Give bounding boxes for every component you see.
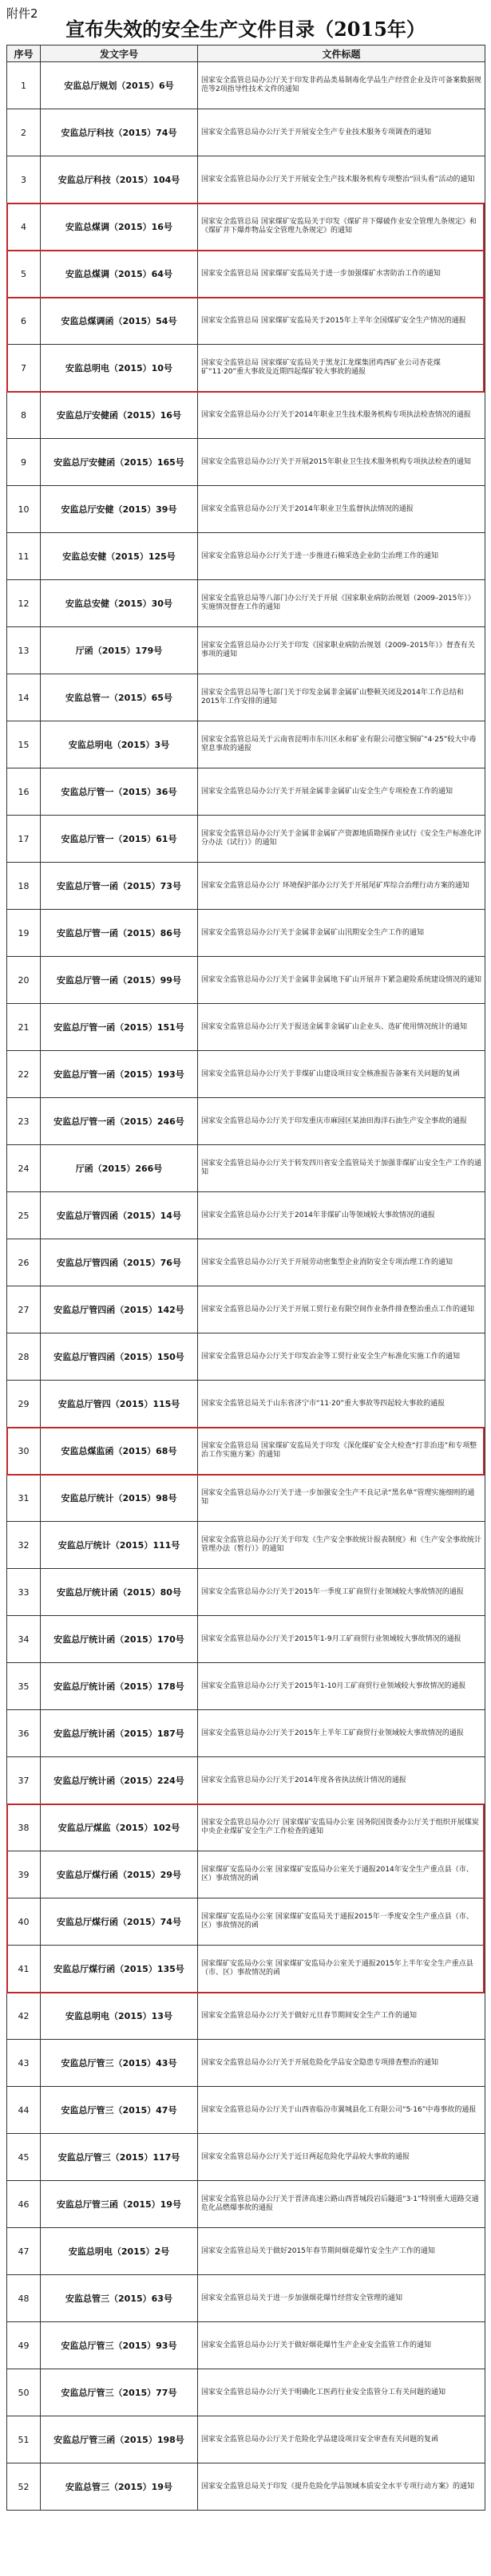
cell-seq: 34 xyxy=(7,1616,41,1663)
table-row xyxy=(7,1145,485,1192)
cell-doc-no: 安监总厅管一函（2015）73号 xyxy=(41,863,198,910)
table-row xyxy=(7,1004,485,1051)
cell-title: 国家安全监管总局办公厅关于开展劳动密集型企业消防安全专项治理工作的通知 xyxy=(198,1239,485,1286)
cell-title: 国家安全监管总局 国家煤矿安监局关于印发《深化煤矿安全大检查“打非治违”和专项整治工作实施方案》的通知 xyxy=(198,1428,485,1475)
cell-title: 国家安全监管总局关于山东省济宁市“11·20”重大事故等四起较大事故的通报 xyxy=(198,1381,485,1428)
cell-doc-no: 安监总煤调函（2015）54号 xyxy=(41,298,198,345)
cell-seq: 23 xyxy=(7,1098,41,1145)
table-row xyxy=(7,109,485,156)
cell-title: 国家安全监管总局关于进一步加强烟花爆竹经营安全管理的通知 xyxy=(198,2275,485,2322)
cell-seq: 11 xyxy=(7,533,41,580)
table-row xyxy=(7,1098,485,1145)
cell-doc-no: 安监总厅煤行函（2015）74号 xyxy=(41,1898,198,1946)
cell-title: 国家安全监管总局办公厅关于2014年职业卫生监督执法情况的通报 xyxy=(198,486,485,533)
cell-seq: 43 xyxy=(7,2040,41,2087)
cell-title: 国家安全监管总局办公厅关于2014年非煤矿山等领域较大事故情况的通报 xyxy=(198,1192,485,1239)
table-row xyxy=(7,1898,485,1946)
cell-title: 国家安全监管总局办公厅关于印发《生产安全事故统计报表制度》和《生产安全事故统计管理办法（暂行）》的通知 xyxy=(198,1522,485,1569)
document-table xyxy=(6,45,485,2511)
cell-seq: 8 xyxy=(7,392,41,439)
cell-doc-no: 安监总管一（2015）65号 xyxy=(41,674,198,721)
table-row xyxy=(7,1663,485,1710)
cell-doc-no: 安监总管三（2015）19号 xyxy=(41,2463,198,2511)
table-row xyxy=(7,62,485,109)
cell-seq: 15 xyxy=(7,721,41,768)
cell-doc-no: 安监总厅安健函（2015）165号 xyxy=(41,439,198,486)
cell-seq: 22 xyxy=(7,1051,41,1098)
cell-seq: 50 xyxy=(7,2369,41,2416)
table-row xyxy=(7,2181,485,2228)
header-doc-no: 发文字号 xyxy=(41,45,198,62)
cell-title: 国家安全监管总局关于云南省昆明市东川区永和矿业有限公司德宝铜矿“4·25”较大中毒窒息事故的通报 xyxy=(198,721,485,768)
cell-doc-no: 安监总厅管一（2015）36号 xyxy=(41,768,198,816)
table-header xyxy=(7,45,485,62)
cell-title: 国家安全监管总局办公厅关于开展安全生产专业技术服务专项调查的通知 xyxy=(198,109,485,156)
table-row xyxy=(7,1569,485,1616)
table-row xyxy=(7,1475,485,1522)
cell-seq: 2 xyxy=(7,109,41,156)
table-row xyxy=(7,1616,485,1663)
table-row xyxy=(7,2134,485,2181)
cell-doc-no: 安监总厅管一函（2015）86号 xyxy=(41,910,198,957)
table-row xyxy=(7,345,485,392)
table-row xyxy=(7,1333,485,1381)
cell-title: 国家安全监管总局办公厅关于危险化学品建设项目安全审查有关问题的复函 xyxy=(198,2416,485,2463)
cell-seq: 12 xyxy=(7,580,41,627)
cell-title: 国家安全监管总局办公厅关于开展金属非金属矿山安全生产专项检查工作的通知 xyxy=(198,768,485,816)
cell-seq: 28 xyxy=(7,1333,41,1381)
cell-doc-no: 安监总厅管三函（2015）19号 xyxy=(41,2181,198,2228)
cell-doc-no: 安监总管三（2015）63号 xyxy=(41,2275,198,2322)
cell-seq: 37 xyxy=(7,1757,41,1804)
cell-seq: 27 xyxy=(7,1286,41,1333)
cell-doc-no: 安监总厅科技（2015）74号 xyxy=(41,109,198,156)
cell-doc-no: 厅函（2015）266号 xyxy=(41,1145,198,1192)
cell-doc-no: 安监总厅管四函（2015）150号 xyxy=(41,1333,198,1381)
cell-seq: 10 xyxy=(7,486,41,533)
cell-doc-no: 安监总厅统计（2015）111号 xyxy=(41,1522,198,1569)
header-title: 文件标题 xyxy=(198,45,485,62)
cell-title: 国家安全监管总局办公厅关于印发重庆市麻园区某油田海洋石油生产安全事故的通报 xyxy=(198,1098,485,1145)
cell-doc-no: 安监总煤调（2015）64号 xyxy=(41,251,198,298)
cell-title: 国家安全监管总局办公厅关于开展工贸行业有限空间作业条件排查整治重点工作的通知 xyxy=(198,1286,485,1333)
cell-doc-no: 安监总煤监函（2015）68号 xyxy=(41,1428,198,1475)
cell-title: 国家安全监管总局办公厅关于金属非金属地下矿山开展井下紧急避险系统建设情况的通知 xyxy=(198,957,485,1004)
cell-seq: 5 xyxy=(7,251,41,298)
cell-seq: 45 xyxy=(7,2134,41,2181)
table-row xyxy=(7,392,485,439)
cell-doc-no: 安监总明电（2015）3号 xyxy=(41,721,198,768)
cell-seq: 49 xyxy=(7,2322,41,2369)
cell-title: 国家安全监管总局等七部门关于印发金属非金属矿山整顿关闭及2014年工作总结和2015年工作安排的通知 xyxy=(198,674,485,721)
cell-doc-no: 安监总厅管一（2015）61号 xyxy=(41,816,198,863)
cell-seq: 24 xyxy=(7,1145,41,1192)
cell-doc-no: 安监总厅科技（2015）104号 xyxy=(41,156,198,203)
cell-doc-no: 安监总明电（2015）10号 xyxy=(41,345,198,392)
cell-doc-no: 安监总厅统计函（2015）224号 xyxy=(41,1757,198,1804)
cell-seq: 44 xyxy=(7,2087,41,2134)
table-row xyxy=(7,627,485,674)
cell-title: 国家煤矿安监局办公室 国家煤矿安监局关于通报2015年一季度安全生产重点县（市、区）事故情况的函 xyxy=(198,1898,485,1946)
cell-seq: 33 xyxy=(7,1569,41,1616)
cell-doc-no: 安监总厅统计函（2015）80号 xyxy=(41,1569,198,1616)
table-row xyxy=(7,2322,485,2369)
cell-seq: 13 xyxy=(7,627,41,674)
table-row xyxy=(7,2275,485,2322)
table-row xyxy=(7,203,485,251)
table-row xyxy=(7,156,485,203)
cell-doc-no: 安监总厅管四函（2015）76号 xyxy=(41,1239,198,1286)
cell-title: 国家安全监管总局办公厅关于开展2015年职业卫生技术服务机构专项执法检查的通知 xyxy=(198,439,485,486)
cell-doc-no: 安监总厅管一函（2015）151号 xyxy=(41,1004,198,1051)
cell-seq: 6 xyxy=(7,298,41,345)
cell-seq: 40 xyxy=(7,1898,41,1946)
table-row xyxy=(7,1239,485,1286)
cell-title: 国家安全监管总局办公厅 环境保护部办公厅关于开展尾矿库综合治理行动方案的通知 xyxy=(198,863,485,910)
cell-title: 国家安全监管总局关于印发《提升危险化学品领域本质安全水平专项行动方案》的通知 xyxy=(198,2463,485,2511)
cell-title: 国家安全监管总局办公厅关于开展危险化学品安全隐患专项排查整治的通知 xyxy=(198,2040,485,2087)
cell-seq: 16 xyxy=(7,768,41,816)
cell-title: 国家安全监管总局办公厅关于2014年职业卫生技术服务机构专项执法检查情况的通报 xyxy=(198,392,485,439)
cell-seq: 29 xyxy=(7,1381,41,1428)
table-row xyxy=(7,910,485,957)
cell-doc-no: 安监总厅管三函（2015）198号 xyxy=(41,2416,198,2463)
cell-title: 国家安全监管总局办公厅关于近日两起危险化学品较大事故的通报 xyxy=(198,2134,485,2181)
table-row xyxy=(7,1804,485,1851)
page-title: 宣布失效的安全生产文件目录（2015年） xyxy=(65,18,426,41)
cell-seq: 41 xyxy=(7,1946,41,1993)
cell-title: 国家安全监管总局办公厅关于2015年1-9月工矿商贸行业领域较大事故情况的通报 xyxy=(198,1616,485,1663)
cell-doc-no: 安监总明电（2015）13号 xyxy=(41,1993,198,2040)
table-row xyxy=(7,768,485,816)
cell-title: 国家安全监管总局办公厅关于做好元旦春节期间安全生产工作的通知 xyxy=(198,1993,485,2040)
table-row xyxy=(7,1192,485,1239)
cell-seq: 3 xyxy=(7,156,41,203)
table-row xyxy=(7,580,485,627)
table-row xyxy=(7,1851,485,1898)
table-row xyxy=(7,2228,485,2275)
cell-seq: 21 xyxy=(7,1004,41,1051)
table-row xyxy=(7,721,485,768)
cell-seq: 36 xyxy=(7,1710,41,1757)
cell-seq: 32 xyxy=(7,1522,41,1569)
table-row xyxy=(7,1710,485,1757)
cell-doc-no: 安监总厅管四函（2015）142号 xyxy=(41,1286,198,1333)
cell-seq: 25 xyxy=(7,1192,41,1239)
cell-title: 国家安全监管总局办公厅关于开展安全生产技术服务机构专项整治“回头看”活动的通知 xyxy=(198,156,485,203)
cell-title: 国家安全监管总局办公厅关于晋济高速公路山西晋城段岩后隧道“3·1”特别重大道路交通危化品燃爆事故的通报 xyxy=(198,2181,485,2228)
cell-seq: 48 xyxy=(7,2275,41,2322)
table-row xyxy=(7,2040,485,2087)
cell-seq: 51 xyxy=(7,2416,41,2463)
cell-doc-no: 安监总厅管一函（2015）99号 xyxy=(41,957,198,1004)
cell-title: 国家煤矿安监局办公室 国家煤矿安监局办公室关于通报2015年上半年安全生产重点县（市、区）事故情况的函 xyxy=(198,1946,485,1993)
cell-title: 国家安全监管总局办公厅关于印发非药品类易制毒化学品生产经营企业及许可备案数据规范等2项指导性技术文件的通知 xyxy=(198,62,485,109)
table-row xyxy=(7,2369,485,2416)
cell-seq: 30 xyxy=(7,1428,41,1475)
cell-doc-no: 安监总安健（2015）125号 xyxy=(41,533,198,580)
cell-title: 国家安全监管总局办公厅关于做好烟花爆竹生产企业安全监管工作的通知 xyxy=(198,2322,485,2369)
attachment-label: 附件2 xyxy=(6,6,38,21)
cell-doc-no: 安监总厅安健（2015）39号 xyxy=(41,486,198,533)
cell-title: 国家安全监管总局 国家煤矿安监局关于2015年上半年全国煤矿安全生产情况的通报 xyxy=(198,298,485,345)
cell-seq: 20 xyxy=(7,957,41,1004)
cell-doc-no: 安监总厅管三（2015）77号 xyxy=(41,2369,198,2416)
cell-seq: 31 xyxy=(7,1475,41,1522)
cell-title: 国家安全监管总局办公厅关于2015年一季度工矿商贸行业领域较大事故情况的通报 xyxy=(198,1569,485,1616)
cell-title: 国家煤矿安监局办公室 国家煤矿安监局办公室关于通报2014年安全生产重点县（市、区）事故情况的函 xyxy=(198,1851,485,1898)
cell-doc-no: 安监总煤调（2015）16号 xyxy=(41,203,198,251)
cell-doc-no: 安监总厅统计（2015）98号 xyxy=(41,1475,198,1522)
table-row xyxy=(7,863,485,910)
table-row xyxy=(7,2463,485,2511)
cell-seq: 18 xyxy=(7,863,41,910)
table-row xyxy=(7,1051,485,1098)
cell-doc-no: 安监总厅统计函（2015）187号 xyxy=(41,1710,198,1757)
cell-seq: 38 xyxy=(7,1804,41,1851)
table-row xyxy=(7,1381,485,1428)
cell-title: 国家安全监管总局 国家煤矿安监局关于黑龙江龙煤集团鸡西矿业公司杏花煤矿“11·20”重大事故及近期四起煤矿较大事故的通报 xyxy=(198,345,485,392)
table-row xyxy=(7,2087,485,2134)
header-seq: 序号 xyxy=(7,45,41,62)
cell-seq: 9 xyxy=(7,439,41,486)
table-row xyxy=(7,251,485,298)
cell-doc-no: 安监总厅管四（2015）115号 xyxy=(41,1381,198,1428)
cell-doc-no: 安监总厅安健函（2015）16号 xyxy=(41,392,198,439)
table-row xyxy=(7,439,485,486)
cell-title: 国家安全监管总局办公厅关于金属非金属矿山汛期安全生产工作的通知 xyxy=(198,910,485,957)
cell-title: 国家安全监管总局 国家煤矿安监局关于印发《煤矿井下爆破作业安全管理九条规定》和《煤矿井下爆炸物品安全管理九条规定》的通知 xyxy=(198,203,485,251)
cell-doc-no: 安监总厅管四函（2015）14号 xyxy=(41,1192,198,1239)
table-row xyxy=(7,957,485,1004)
table-row xyxy=(7,2416,485,2463)
table-row xyxy=(7,1757,485,1804)
cell-title: 国家安全监管总局办公厅关于转发四川省安全监管局关于加强非煤矿山安全生产工作的通知 xyxy=(198,1145,485,1192)
cell-seq: 47 xyxy=(7,2228,41,2275)
cell-title: 国家安全监管总局办公厅关于进一步加强安全生产不良记录“黑名单”管理实施细则的通知 xyxy=(198,1475,485,1522)
cell-seq: 39 xyxy=(7,1851,41,1898)
cell-title: 国家安全监管总局关于做好2015年春节期间烟花爆竹安全生产工作的通知 xyxy=(198,2228,485,2275)
table-row xyxy=(7,533,485,580)
cell-title: 国家安全监管总局办公厅关于印发冶金等工贸行业安全生产标准化实施工作的通知 xyxy=(198,1333,485,1381)
cell-title: 国家安全监管总局 国家煤矿安监局关于进一步加强煤矿水害防治工作的通知 xyxy=(198,251,485,298)
table-row xyxy=(7,674,485,721)
cell-title: 国家安全监管总局办公厅关于报送金属非金属矿山企业头、选矿使用情况统计的通知 xyxy=(198,1004,485,1051)
cell-seq: 4 xyxy=(7,203,41,251)
cell-seq: 1 xyxy=(7,62,41,109)
cell-doc-no: 安监总厅煤行函（2015）29号 xyxy=(41,1851,198,1898)
table-row xyxy=(7,1286,485,1333)
cell-doc-no: 厅函（2015）179号 xyxy=(41,627,198,674)
table-row xyxy=(7,1946,485,1993)
cell-doc-no: 安监总厅管三（2015）43号 xyxy=(41,2040,198,2087)
cell-seq: 46 xyxy=(7,2181,41,2228)
table-row xyxy=(7,486,485,533)
cell-doc-no: 安监总厅管一函（2015）246号 xyxy=(41,1098,198,1145)
table-row xyxy=(7,1428,485,1475)
cell-seq: 14 xyxy=(7,674,41,721)
cell-title: 国家安全监管总局办公厅关于印发《国家职业病防治规划（2009–2015年）》督查有关事项的通知 xyxy=(198,627,485,674)
cell-doc-no: 安监总厅管一函（2015）193号 xyxy=(41,1051,198,1098)
cell-doc-no: 安监总厅管三（2015）117号 xyxy=(41,2134,198,2181)
table-row xyxy=(7,1993,485,2040)
cell-seq: 35 xyxy=(7,1663,41,1710)
cell-doc-no: 安监总明电（2015）2号 xyxy=(41,2228,198,2275)
cell-seq: 42 xyxy=(7,1993,41,2040)
cell-title: 国家安全监管总局等八部门办公厅关于开展《国家职业病防治规划（2009–2015年）》实施情况督查工作的通知 xyxy=(198,580,485,627)
cell-seq: 52 xyxy=(7,2463,41,2511)
table-row xyxy=(7,298,485,345)
cell-doc-no: 安监总厅煤监（2015）102号 xyxy=(41,1804,198,1851)
cell-doc-no: 安监总厅煤行函（2015）135号 xyxy=(41,1946,198,1993)
table-row xyxy=(7,1522,485,1569)
cell-seq: 7 xyxy=(7,345,41,392)
cell-seq: 26 xyxy=(7,1239,41,1286)
cell-title: 国家安全监管总局办公厅关于明确化工医药行业安全监管分工有关问题的通知 xyxy=(198,2369,485,2416)
cell-seq: 19 xyxy=(7,910,41,957)
cell-title: 国家安全监管总局办公厅关于2015年上半年工矿商贸行业领域较大事故情况的通报 xyxy=(198,1710,485,1757)
cell-title: 国家安全监管总局办公厅关于金属非金属矿产资源地质勘探作业试行《安全生产标准化评分办法（试行）》的通知 xyxy=(198,816,485,863)
cell-title: 国家安全监管总局办公厅关于2015年1-10月工矿商贸行业领域较大事故情况的通报 xyxy=(198,1663,485,1710)
cell-doc-no: 安监总厅管三（2015）47号 xyxy=(41,2087,198,2134)
cell-title: 国家安全监管总局办公厅关于2014年度各省执法统计情况的通报 xyxy=(198,1757,485,1804)
cell-doc-no: 安监总安健（2015）30号 xyxy=(41,580,198,627)
cell-doc-no: 安监总厅统计函（2015）178号 xyxy=(41,1663,198,1710)
cell-doc-no: 安监总厅统计函（2015）170号 xyxy=(41,1616,198,1663)
cell-title: 国家安全监管总局办公厅关于山西省临汾市翼城县化工有限公司“5·16”中毒事故的通报 xyxy=(198,2087,485,2134)
table-row xyxy=(7,816,485,863)
cell-doc-no: 安监总厅管三（2015）93号 xyxy=(41,2322,198,2369)
cell-seq: 17 xyxy=(7,816,41,863)
cell-title: 国家安全监管总局办公厅关于非煤矿山建设项目安全核准报告备案有关问题的复函 xyxy=(198,1051,485,1098)
cell-title: 国家安全监管总局办公厅关于进一步推进石棉采选企业防尘治理工作的通知 xyxy=(198,533,485,580)
cell-title: 国家安全监管总局办公厅 国家煤矿安监局办公室 国务院国资委办公厅关于组织开展煤炭中央企业煤矿安全生产工作检查的通知 xyxy=(198,1804,485,1851)
cell-doc-no: 安监总厅规划（2015）6号 xyxy=(41,62,198,109)
